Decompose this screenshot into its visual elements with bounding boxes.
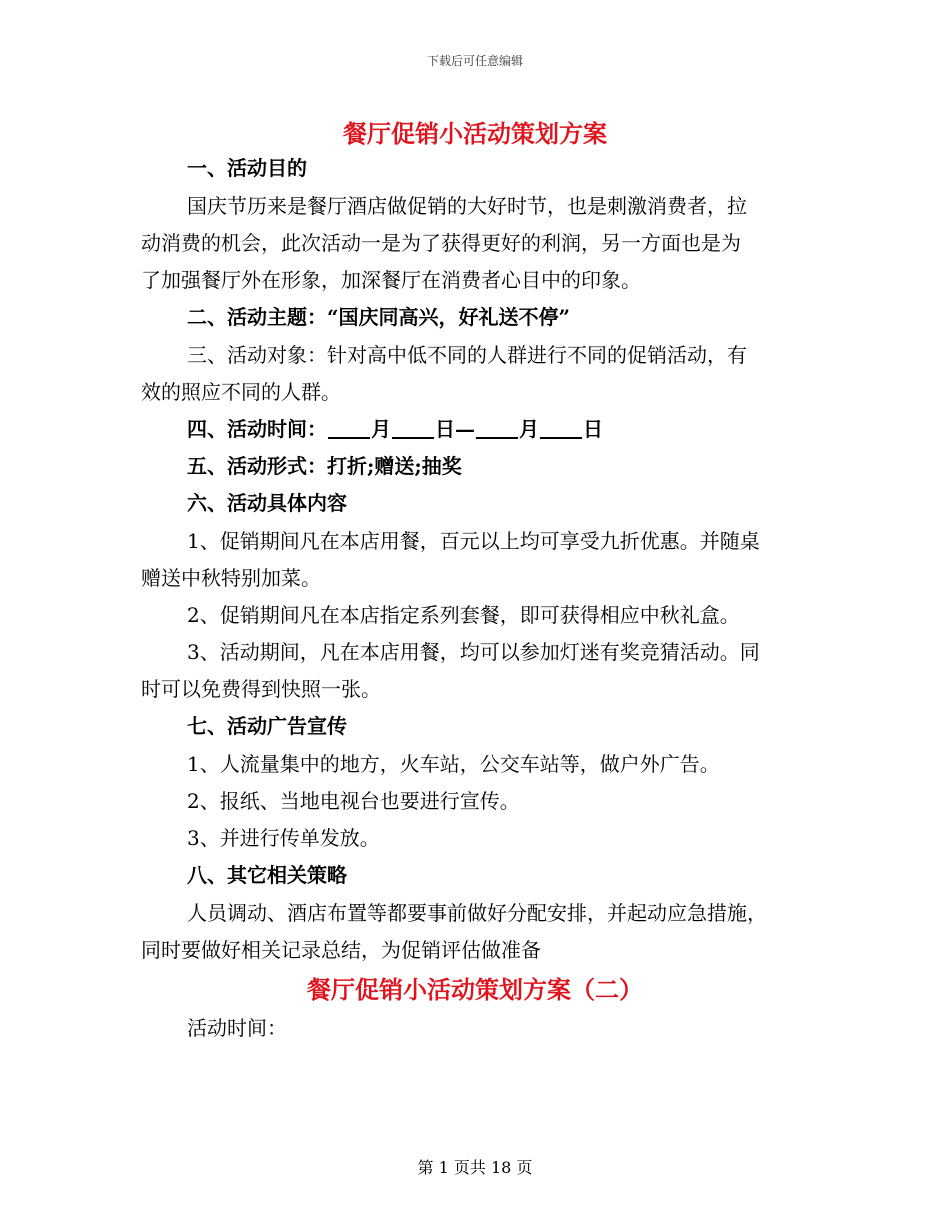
header-note: 下载后可任意编辑 <box>426 54 523 68</box>
day-label: 日 <box>583 417 603 441</box>
section-heading-ads: 七、活动广告宣传 <box>187 714 347 738</box>
paragraph-line: 三、活动对象：针对高中低不同的人群进行不同的促销活动，有 <box>187 343 747 367</box>
document-title: 餐厅促销小活动策划方案 <box>343 119 607 148</box>
time-label: 四、活动时间： <box>187 417 327 441</box>
list-item: 赠送中秋特别加菜。 <box>141 566 321 590</box>
day-label: 日— <box>435 417 475 441</box>
blank-line <box>392 417 434 439</box>
month-label: 月 <box>371 417 391 441</box>
list-item: 1、促销期间凡在本店用餐，百元以上均可享受九折优惠。并随桌 <box>187 529 760 553</box>
month-label: 月 <box>519 417 539 441</box>
section-heading-time <box>187 411 603 448</box>
list-item: 2、促销期间凡在本店指定系列套餐，即可获得相应中秋礼盒。 <box>187 603 740 627</box>
paragraph-line: 了加强餐厅外在形象，加深餐厅在消费者心目中的印象。 <box>141 268 641 292</box>
blank-line <box>540 417 582 439</box>
blank-line <box>328 417 370 439</box>
list-item: 时可以免费得到快照一张。 <box>141 677 381 701</box>
section-heading-form: 五、活动形式：打折;赠送;抽奖 <box>187 454 462 478</box>
paragraph-line: 同时要做好相关记录总结，为促销评估做准备 <box>141 938 541 962</box>
paragraph-line: 动消费的机会，此次活动一是为了获得更好的利润，另一方面也是为 <box>141 231 741 255</box>
page-footer: 第 1 页共 18 页 <box>417 1158 533 1177</box>
list-item: 3、并进行传单发放。 <box>187 826 380 850</box>
paragraph-line: 效的照应不同的人群。 <box>141 380 341 404</box>
blank-line <box>476 417 518 439</box>
list-item: 1、人流量集中的地方，火车站，公交车站等，做户外广告。 <box>187 752 720 776</box>
section-heading-other: 八、其它相关策略 <box>187 863 347 887</box>
section-heading-content: 六、活动具体内容 <box>187 491 347 515</box>
paragraph-line: 人员调动、酒店布置等都要事前做好分配安排，并起动应急措施， <box>187 901 767 925</box>
document-title-2: 餐厅促销小活动策划方案（二） <box>307 975 643 1004</box>
list-item: 3、活动期间，凡在本店用餐，均可以参加灯迷有奖竞猜活动。同 <box>187 640 760 664</box>
section-heading-theme: 二、活动主题：“国庆同高兴，好礼送不停” <box>187 305 571 329</box>
section-heading-purpose: 一、活动目的 <box>187 156 307 180</box>
list-item: 2、报纸、当地电视台也要进行宣传。 <box>187 789 520 813</box>
paragraph-line: 国庆节历来是餐厅酒店做促销的大好时节，也是刺激消费者，拉 <box>187 194 747 218</box>
paragraph-line: 活动时间： <box>187 1016 287 1040</box>
